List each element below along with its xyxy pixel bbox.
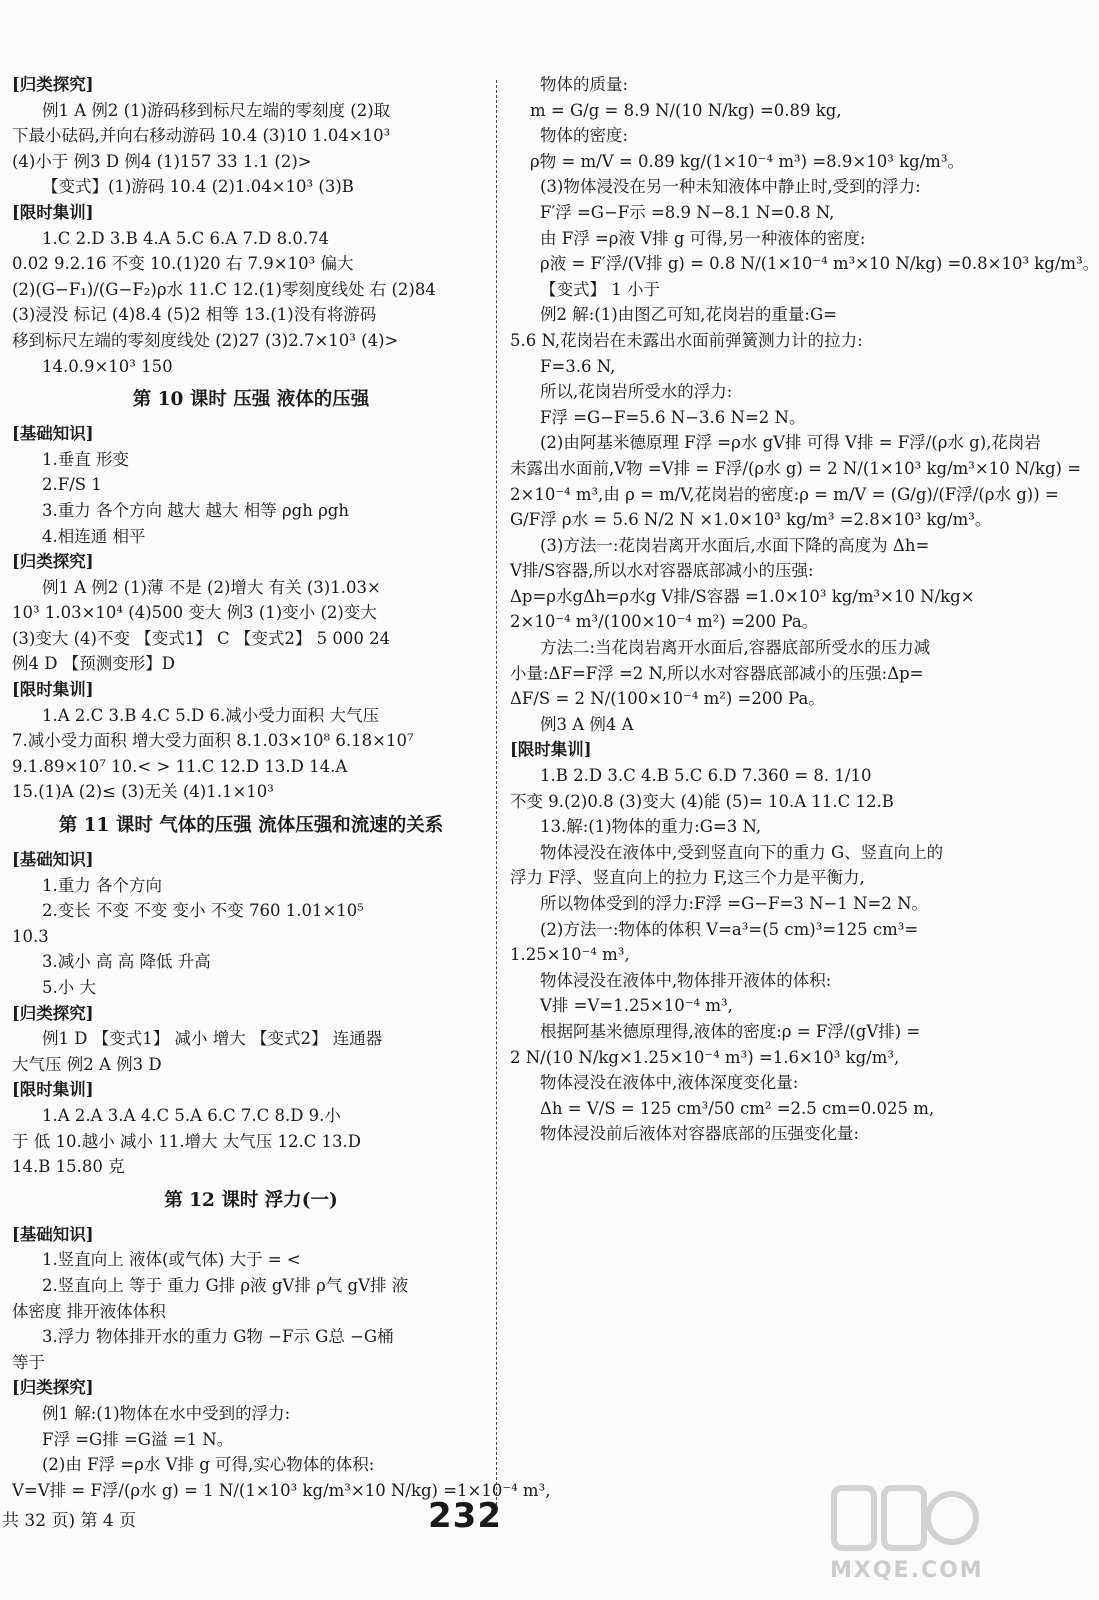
text-line: 所以物体受到的浮力:F浮 =G−F=3 N−1 N=2 N。 (540, 894, 929, 913)
text-line: ρ液 = F′浮/(V排 g) = 0.8 N/(1×10⁻⁴ m³×10 N/kg) =0.8×10³ kg/m³。 (540, 254, 1099, 274)
left-column (12, 72, 551, 1503)
text-line: F浮 =G−F=5.6 N−3.6 N=2 N。 (540, 407, 806, 427)
text-line: 2.F/S 1 (42, 475, 102, 495)
text-line: (2)(G−F₁)/(G−F₂)ρ水 11.C 12.(1)零刻度线处 右 (2)84 (12, 279, 436, 299)
text-line: 9.1.89×10⁷ 10.< > 11.C 12.D 13.D 14.A (12, 756, 348, 776)
text-line: 1.B 2.D 3.C 4.B 5.C 6.D 7.360 = 8. 1/10 (540, 766, 872, 786)
text-line: 物体浸没在液体中,受到竖直向下的重力 G、竖直向上的 (540, 842, 944, 862)
text-line: 1.垂直 形变 (42, 449, 129, 469)
text-line: 14.0.9×10³ 150 (42, 356, 173, 376)
text-line: 体密度 排开液体体积 (12, 1301, 166, 1321)
watermark-text: MXQE.COM (830, 1558, 984, 1583)
text-line: 10.3 (12, 926, 49, 946)
text-line: 5.小 大 (42, 978, 96, 997)
section-header: [归类探究] (12, 1003, 94, 1023)
watermark-icon (830, 1480, 980, 1560)
text-line: F浮 =G排 =G溢 =1 N。 (42, 1429, 234, 1449)
text-line: (3)变大 (4)不变 【变式1】 C 【变式2】 5 000 24 (12, 628, 391, 648)
right-column (510, 72, 1099, 1147)
text-line: 等于 (12, 1352, 45, 1372)
text-line: (2)由阿基米德原理 F浮 =ρ水 gV排 可得 V排 = F浮/(ρ水 g),花岗岩 (540, 433, 1041, 453)
text-line: 方法二:当花岗岩离开水面后,容器底部所受水的压力减 (540, 638, 931, 658)
text-line: F′浮 =G−F示 =8.9 N−8.1 N=0.8 N, (540, 202, 835, 222)
text-line: (4)小于 例3 D 例4 (1)157 33 1.1 (2)> (12, 151, 312, 171)
text-line: 物体浸没前后液体对容器底部的压强变化量: (540, 1124, 860, 1144)
text-line: 10³ 1.03×10⁴ (4)500 变大 例3 (1)变小 (2)变大 (12, 603, 377, 623)
text-line: 由 F浮 =ρ液 V排 g 可得,另一种液体的密度: (540, 228, 866, 248)
text-line: ΔF/S = 2 N/(100×10⁻⁴ m²) =200 Pa。 (510, 689, 825, 709)
text-line: V排/S容器,所以水对容器底部减小的压强: (510, 561, 814, 581)
text-line: (2)由 F浮 =ρ水 V排 g 可得,实心物体的体积: (42, 1455, 375, 1475)
text-line: 例3 A 例4 A (540, 714, 634, 734)
text-line: 物体的质量: (540, 75, 629, 94)
text-line: 4.相连通 相平 (42, 526, 146, 546)
watermark-logo (830, 1480, 984, 1590)
text-line: 不变 9.(2)0.8 (3)变大 (4)能 (5)= 10.A 11.C 12.B (510, 791, 894, 811)
text-line: 1.25×10⁻⁴ m³, (510, 945, 630, 965)
section-header: [归类探究] (12, 1378, 94, 1398)
lesson-title: 第 10 课时 压强 液体的压强 (132, 389, 370, 411)
section-header: [基础知识] (12, 1224, 94, 1244)
text-line: 3.减小 高 高 降低 升高 (42, 952, 211, 972)
column-divider (496, 80, 497, 1510)
text-line: 例1 A 例2 (1)薄 不是 (2)增大 有关 (3)1.03× (42, 577, 381, 597)
text-line: 物体浸没在液体中,液体深度变化量: (540, 1073, 799, 1093)
text-line: 2.竖直向上 等于 重力 G排 ρ液 gV排 ρ气 gV排 液 (42, 1275, 409, 1295)
text-line: 1.竖直向上 液体(或气体) 大于 = < (42, 1250, 301, 1270)
text-line: m = G/g = 8.9 N/(10 N/kg) =0.89 kg, (530, 100, 842, 120)
text-line: F=3.6 N, (540, 356, 616, 376)
text-line: 0.02 9.2.16 不变 10.(1)20 右 7.9×10³ 偏大 (12, 254, 354, 274)
text-line: 13.解:(1)物体的重力:G=3 N, (540, 817, 762, 837)
text-line: 2.变长 不变 不变 变小 不变 760 1.01×10⁵ (42, 901, 364, 921)
text-line: 大气压 例2 A 例3 D (12, 1054, 162, 1074)
text-line: 移到标尺左端的零刻度线处 (2)27 (3)2.7×10³ (4)> (12, 330, 399, 350)
text-line: 3.重力 各个方向 越大 越大 相等 ρgh ρgh (42, 500, 349, 520)
text-line: 未露出水面前,V物 =V排 = F浮/(ρ水 g) = 2 N/(1×10³ kg/m³×10 N/kg) = (510, 458, 1082, 478)
text-line: Δh = V/S = 125 cm³/50 cm² =2.5 cm=0.025 m, (540, 1098, 935, 1118)
text-line: 1.A 2.C 3.B 4.C 5.D 6.减小受力面积 大气压 (42, 705, 379, 725)
text-line: 【变式】 1 小于 (540, 279, 660, 299)
text-line: 例2 解:(1)由图乙可知,花岗岩的重量:G= (540, 305, 837, 325)
lesson-title: 第 11 课时 气体的压强 流体压强和流速的关系 (58, 815, 444, 837)
text-line: (2)方法一:物体的体积 V=a³=(5 cm)³=125 cm³= (540, 919, 919, 939)
text-line: 1.重力 各个方向 (42, 875, 162, 895)
text-line: G/F浮 ρ水 = 5.6 N/2 N ×1.0×10³ kg/m³ =2.8×10³ kg/m³。 (510, 510, 992, 530)
text-line: 例1 解:(1)物体在水中受到的浮力: (42, 1403, 291, 1423)
section-header: [限时集训] (510, 740, 592, 760)
text-line: 物体的密度: (540, 126, 629, 146)
text-line: 例4 D 【预测变形】D (12, 654, 175, 674)
text-line: (3)物体浸没在另一种未知液体中静止时,受到的浮力: (540, 177, 921, 197)
text-line: 根据阿基米德原理得,液体的密度:ρ = F浮/(gV排) = (540, 1021, 921, 1041)
text-line: 1.C 2.D 3.B 4.A 5.C 6.A 7.D 8.0.74 (42, 228, 330, 248)
section-header: [基础知识] (12, 424, 94, 444)
text-line: (3)方法一:花岗岩离开水面后,水面下降的高度为 Δh= (540, 535, 930, 555)
text-line: 所以,花岗岩所受水的浮力: (540, 382, 733, 402)
lesson-title: 第 12 课时 浮力(一) (164, 1189, 338, 1211)
text-line: V排 =V=1.25×10⁻⁴ m³, (540, 996, 733, 1016)
text-line: 例1 A 例2 (1)游码移到标尺左端的零刻度 (2)取 (42, 100, 391, 120)
text-line: ρ物 = m/V = 0.89 kg/(1×10⁻⁴ m³) =8.9×10³ kg/m³。 (530, 151, 964, 171)
text-line: 于 低 10.越小 减小 11.增大 大气压 12.C 13.D (12, 1131, 362, 1151)
section-header: [归类探究] (12, 75, 94, 94)
text-line: 1.A 2.A 3.A 4.C 5.A 6.C 7.C 8.D 9.小 (42, 1105, 341, 1125)
text-line: 物体浸没在液体中,物体排开液体的体积: (540, 970, 832, 990)
text-line: Δp=ρ水gΔh=ρ水g V排/S容器 =1.0×10³ kg/m³×10 N/kg× (510, 586, 975, 606)
section-header: [限时集训] (12, 680, 94, 700)
text-line: 小量:ΔF=F浮 =2 N,所以水对容器底部减小的压强:Δp= (510, 663, 924, 683)
section-header: [限时集训] (12, 1080, 94, 1100)
section-header: [基础知识] (12, 850, 94, 870)
text-line: 14.B 15.80 克 (12, 1157, 125, 1177)
text-line: 2×10⁻⁴ m³,由 ρ = m/V,花岗岩的密度:ρ = m/V = (G/g)/(F浮/(ρ水 g)) = (510, 484, 1059, 504)
text-line: 2 N/(10 N/kg×1.25×10⁻⁴ m³) =1.6×10³ kg/m³, (510, 1047, 900, 1067)
text-line: 15.(1)A (2)≤ (3)无关 (4)1.1×10³ (12, 782, 274, 802)
text-line: 3.浮力 物体排开水的重力 G物 −F示 G总 −G桶 (42, 1327, 394, 1347)
page-number: 232 (428, 1496, 502, 1536)
text-line: 7.减小受力面积 增大受力面积 8.1.03×10⁸ 6.18×10⁷ (12, 731, 414, 751)
text-line: (3)浸没 标记 (4)8.4 (5)2 相等 13.(1)没有将游码 (12, 305, 377, 325)
text-line: 下最小砝码,并向右移动游码 10.4 (3)10 1.04×10³ (12, 126, 391, 146)
footer-page-info: 共 32 页) 第 4 页 (2, 1511, 137, 1531)
text-line: 5.6 N,花岗岩在未露出水面前弹簧测力计的拉力: (510, 330, 863, 350)
section-header: [限时集训] (12, 202, 94, 222)
text-line: V=V排 = F浮/(ρ水 g) = 1 N/(1×10³ kg/m³×10 N/kg) =1×10⁻⁴ m³, (12, 1480, 551, 1500)
text-line: 2×10⁻⁴ m³/(100×10⁻⁴ m²) =200 Pa。 (510, 612, 819, 632)
section-header: [归类探究] (12, 552, 94, 572)
text-line: 【变式】(1)游码 10.4 (2)1.04×10³ (3)B (42, 177, 354, 197)
text-line: 例1 D 【变式1】 减小 增大 【变式2】 连通器 (42, 1029, 383, 1049)
text-line: 浮力 F浮、竖直向上的拉力 F,这三个力是平衡力, (510, 868, 865, 888)
